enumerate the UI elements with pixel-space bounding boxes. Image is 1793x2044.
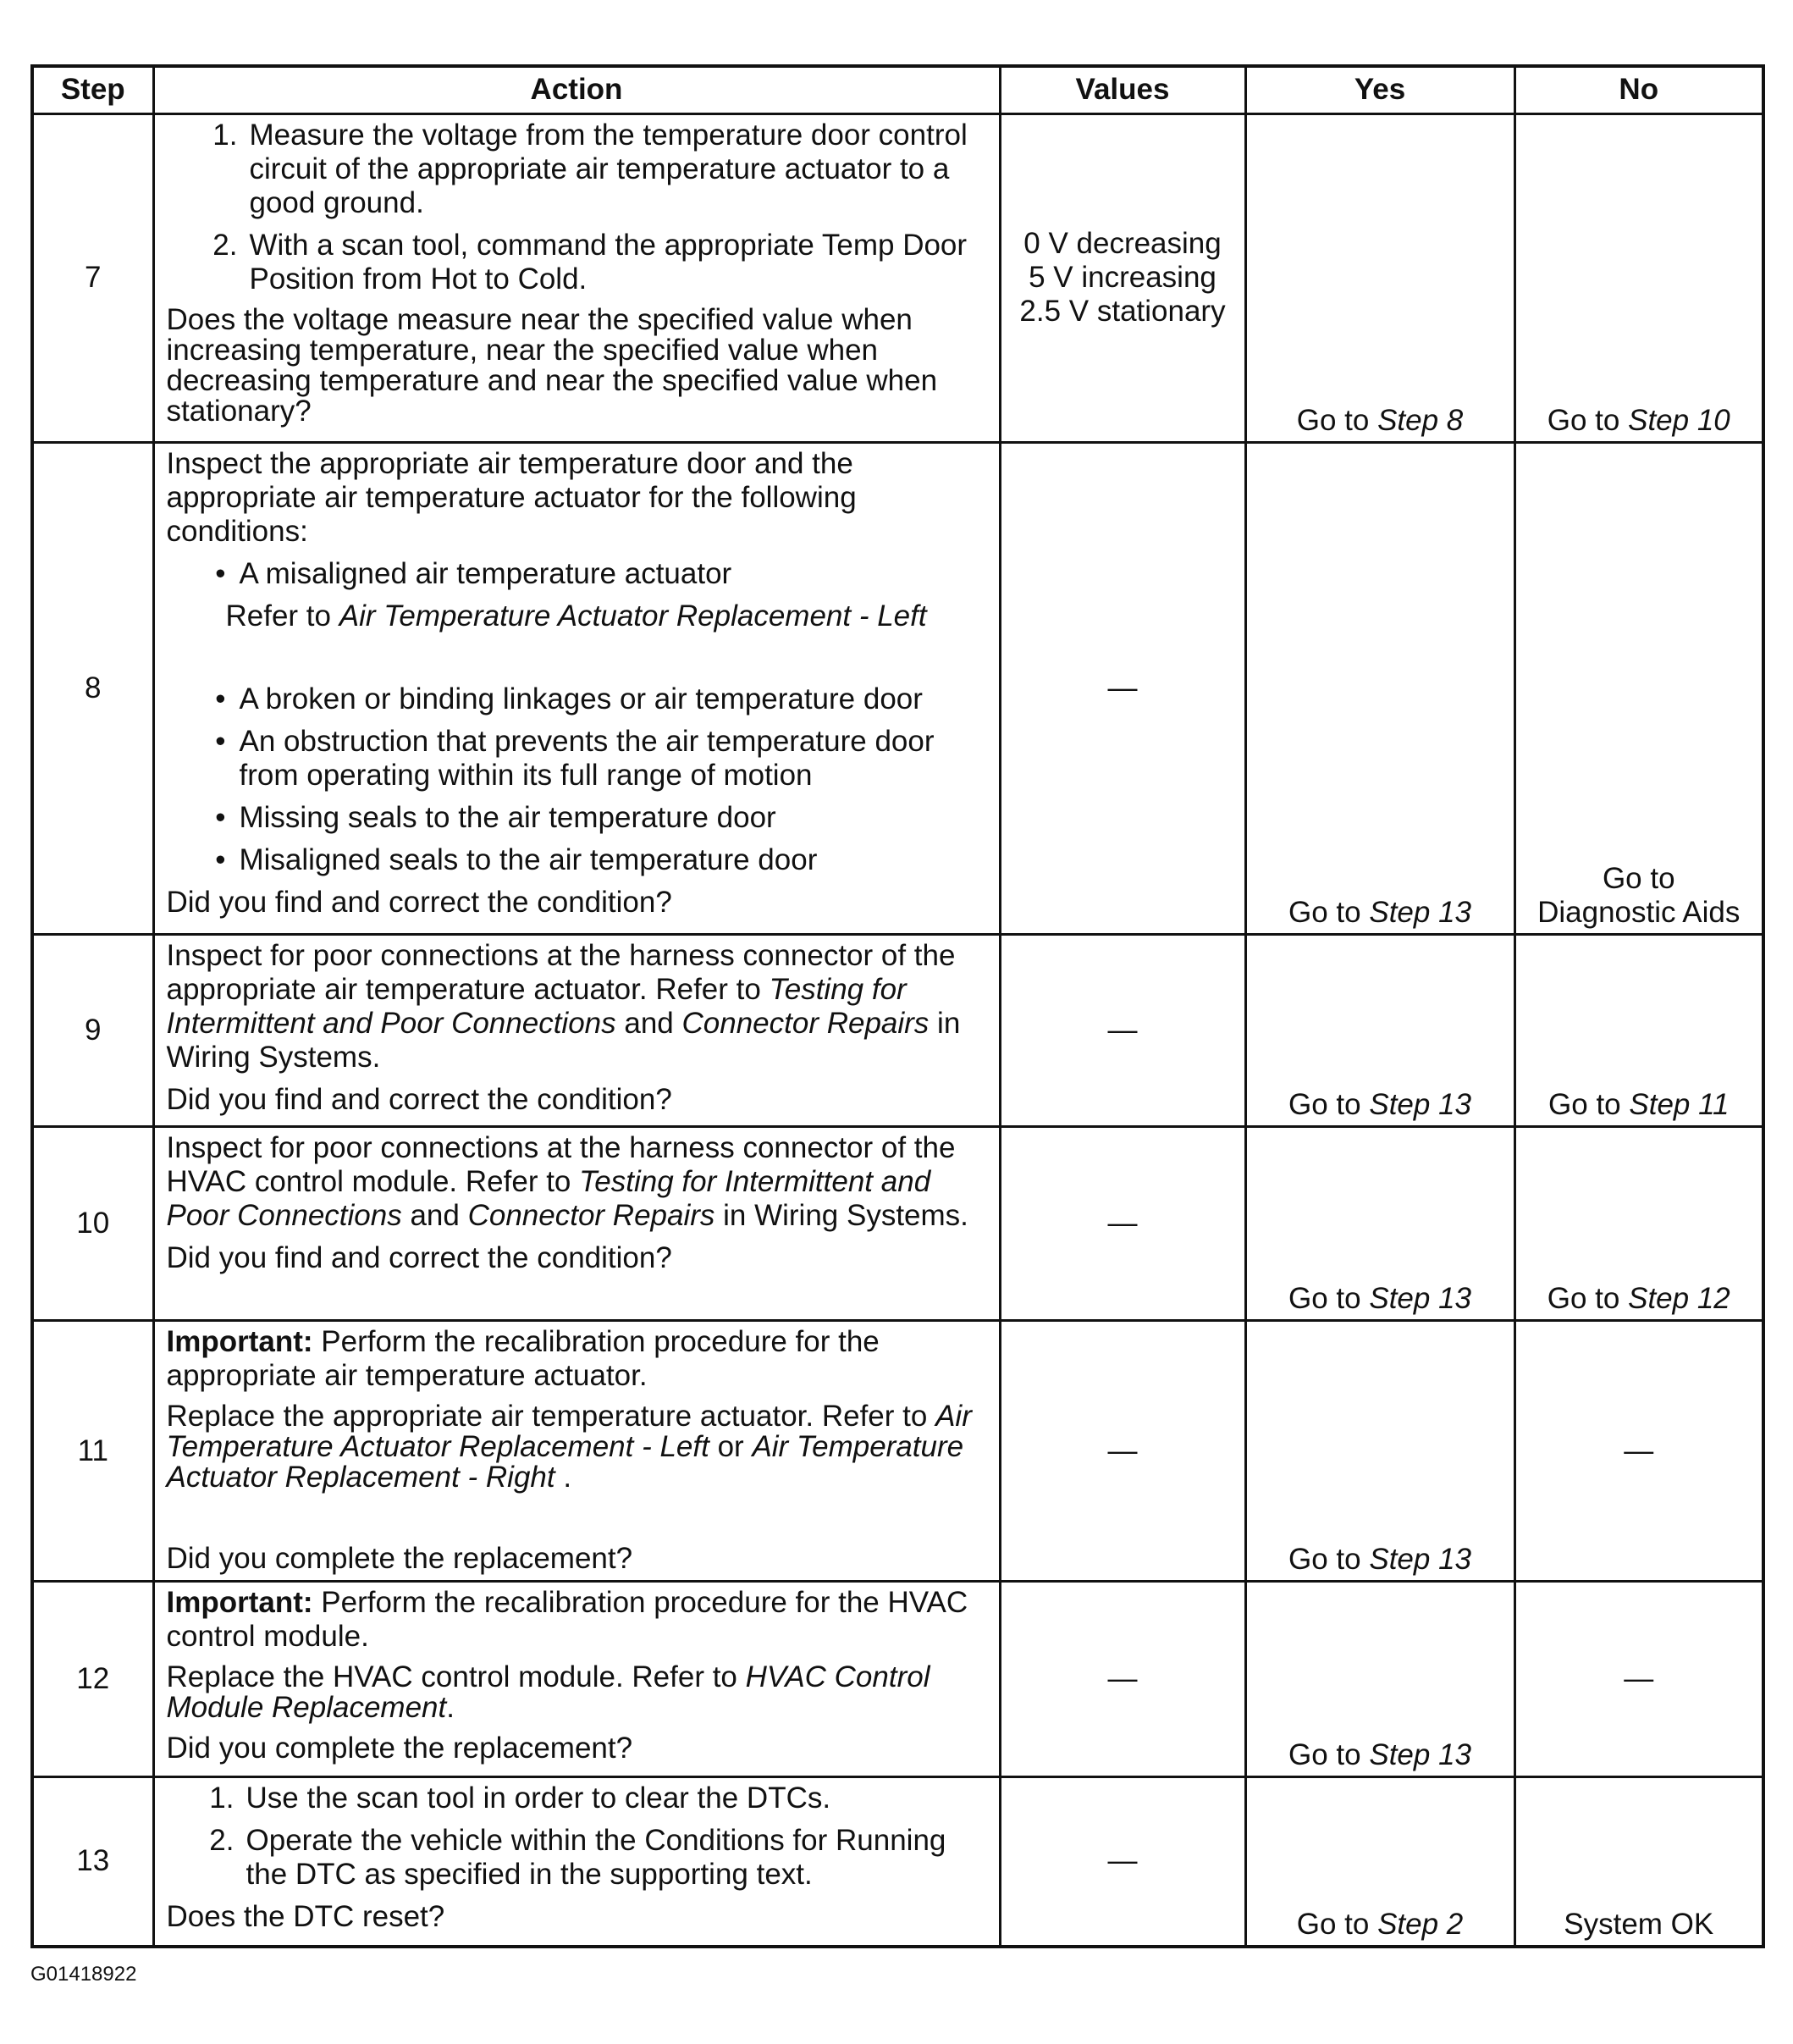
list-item: 1. Use the scan tool in order to clear the DTCs. xyxy=(209,1781,831,1815)
header-row xyxy=(32,66,1763,113)
no-cell: — xyxy=(1514,1582,1763,1776)
step-link[interactable]: Step 13 xyxy=(1369,1543,1471,1577)
action-question: Did you find and correct the condition? xyxy=(166,1082,672,1116)
action-cell xyxy=(153,934,1000,1126)
header-yes: Yes xyxy=(1245,66,1514,113)
table-row-step-13 xyxy=(32,1776,1763,1947)
step-link[interactable]: Step 2 xyxy=(1377,1908,1464,1941)
action-cell xyxy=(153,113,1000,443)
important-note: Important: Perform the recalibration procedure for the appropriate air temperature actuator. xyxy=(166,1325,880,1393)
reference-link[interactable]: Air Temperature Actuator Replacement - Left xyxy=(339,599,927,633)
action-text: Inspect for poor connections at the harness connector of the appropriate air temperature actuator. Refer to Testing for Intermittent and Poor Connections and Connector Repairs in Wiring Systems. xyxy=(166,938,961,1074)
list-item: 2. Operate the vehicle within the Conditions for Running the DTC as specified in the supporting text. xyxy=(209,1823,946,1891)
step-number: 13 xyxy=(32,1776,153,1947)
no-cell: Go to Diagnostic Aids xyxy=(1514,443,1763,935)
header-values: Values xyxy=(1000,66,1245,113)
table-row-step-9 xyxy=(32,934,1763,1126)
diagnostic-aids-link[interactable]: Diagnostic Aids xyxy=(1537,895,1741,929)
step-number: 9 xyxy=(32,934,153,1126)
reference-link[interactable]: Connector Repairs xyxy=(681,1006,930,1040)
values-cell: — xyxy=(1000,1321,1245,1582)
list-item: • A broken or binding linkages or air temperature door xyxy=(215,682,923,716)
action-text: Replace the HVAC control module. Refer to HVAC Control Module Replacement. xyxy=(166,1660,930,1725)
list-item: • Missing seals to the air temperature door xyxy=(215,801,776,835)
table-row-step-7 xyxy=(32,113,1763,443)
yes-cell: Go to Step 13 xyxy=(1245,1582,1514,1776)
values-cell: — xyxy=(1000,443,1245,935)
important-note: Important: Perform the recalibration procedure for the HVAC control module. xyxy=(166,1586,968,1654)
value-line: 0 V decreasing xyxy=(1023,227,1222,261)
value-line: 5 V increasing xyxy=(1029,261,1216,295)
yes-cell: Go to Step 13 xyxy=(1245,934,1514,1126)
action-cell xyxy=(153,1321,1000,1582)
yes-cell: Go to Step 13 xyxy=(1245,1127,1514,1321)
table-row-step-10 xyxy=(32,1127,1763,1321)
reference-link[interactable]: Connector Repairs xyxy=(467,1199,715,1232)
yes-cell: Go to Step 13 xyxy=(1245,1321,1514,1582)
action-question: Did you find and correct the condition? xyxy=(166,1241,672,1274)
yes-cell: Go to Step 2 xyxy=(1245,1776,1514,1947)
refer-line: Refer to Air Temperature Actuator Replacement - Left xyxy=(225,599,927,633)
table-row-step-8 xyxy=(32,443,1763,935)
no-cell: Go to Step 12 xyxy=(1514,1127,1763,1321)
step-link[interactable]: Step 8 xyxy=(1377,404,1464,438)
reference-link[interactable]: HVAC Control Module Replacement xyxy=(166,1660,930,1725)
step-link[interactable]: Step 13 xyxy=(1369,895,1471,929)
step-number: 11 xyxy=(32,1321,153,1582)
header-no: No xyxy=(1514,66,1763,113)
reference-link[interactable]: Testing for Intermittent and Poor Connections xyxy=(166,1165,931,1232)
no-cell: Go to Step 11 xyxy=(1514,934,1763,1126)
list-item: • Misaligned seals to the air temperature door xyxy=(215,843,818,877)
no-cell: Go to Step 10 xyxy=(1514,113,1763,443)
step-link[interactable]: Step 10 xyxy=(1628,404,1730,438)
list-item: • A misaligned air temperature actuator xyxy=(215,557,732,591)
reference-link[interactable]: Air Temperature Actuator Replacement - Left xyxy=(166,1400,972,1464)
table-row-step-12 xyxy=(32,1582,1763,1776)
figure-id-label: G01418922 xyxy=(30,1963,137,1986)
no-cell: System OK xyxy=(1514,1776,1763,1947)
no-cell: — xyxy=(1514,1321,1763,1582)
step-link[interactable]: Step 13 xyxy=(1369,1088,1471,1121)
values-cell: — xyxy=(1000,1582,1245,1776)
action-question: Did you complete the replacement? xyxy=(166,1542,633,1576)
action-cell xyxy=(153,1127,1000,1321)
list-item: 1. Measure the voltage from the temperature door control circuit of the appropriate air temperature actuator to a good ground. xyxy=(212,118,968,219)
step-link[interactable]: Step 13 xyxy=(1369,1282,1471,1316)
list-item: • An obstruction that prevents the air temperature door from operating within its full range of motion xyxy=(215,725,935,793)
action-question: Does the voltage measure near the specified value when increasing temperature, near the specified value when decreasing temperature and near the specified value when stationary? xyxy=(166,302,938,428)
step-number: 7 xyxy=(32,113,153,443)
action-text: Replace the appropriate air temperature actuator. Refer to Air Temperature Actuator Replacement - Left or Air Temperature Actuator Replacement - Right . xyxy=(166,1400,972,1494)
step-number: 10 xyxy=(32,1127,153,1321)
header-action: Action xyxy=(153,66,1000,113)
action-question: Did you complete the replacement? xyxy=(166,1732,633,1765)
reference-link[interactable]: Air Temperature Actuator Replacement - Right xyxy=(166,1430,964,1494)
action-cell xyxy=(153,1582,1000,1776)
yes-cell: Go to Step 8 xyxy=(1245,113,1514,443)
header-step: Step xyxy=(32,66,153,113)
values-cell xyxy=(1000,113,1245,443)
action-question: Does the DTC reset? xyxy=(166,1899,445,1933)
action-intro: Inspect the appropriate air temperature door and the appropriate air temperature actuator for the following conditions: xyxy=(166,447,857,549)
action-text: Inspect for poor connections at the harness connector of the HVAC control module. Refer to Testing for Intermittent and Poor Connections and Connector Repairs in Wiring Systems. xyxy=(166,1131,968,1232)
list-item: 2. With a scan tool, command the appropriate Temp Door Position from Hot to Cold. xyxy=(212,228,968,296)
table-row-step-11 xyxy=(32,1321,1763,1582)
values-cell: — xyxy=(1000,934,1245,1126)
action-question: Did you find and correct the condition? xyxy=(166,886,672,920)
step-link[interactable]: Step 13 xyxy=(1369,1737,1471,1771)
diagnostic-table xyxy=(30,64,1765,1948)
yes-cell: Go to Step 13 xyxy=(1245,443,1514,935)
step-link[interactable]: Step 11 xyxy=(1629,1088,1730,1121)
action-cell xyxy=(153,1776,1000,1947)
action-cell xyxy=(153,443,1000,935)
values-cell: — xyxy=(1000,1776,1245,1947)
step-number: 8 xyxy=(32,443,153,935)
reference-link[interactable]: Testing for Intermittent and Poor Connections xyxy=(166,972,907,1040)
values-cell: — xyxy=(1000,1127,1245,1321)
value-line: 2.5 V stationary xyxy=(1019,295,1226,329)
step-number: 12 xyxy=(32,1582,153,1776)
step-link[interactable]: Step 12 xyxy=(1628,1282,1730,1316)
